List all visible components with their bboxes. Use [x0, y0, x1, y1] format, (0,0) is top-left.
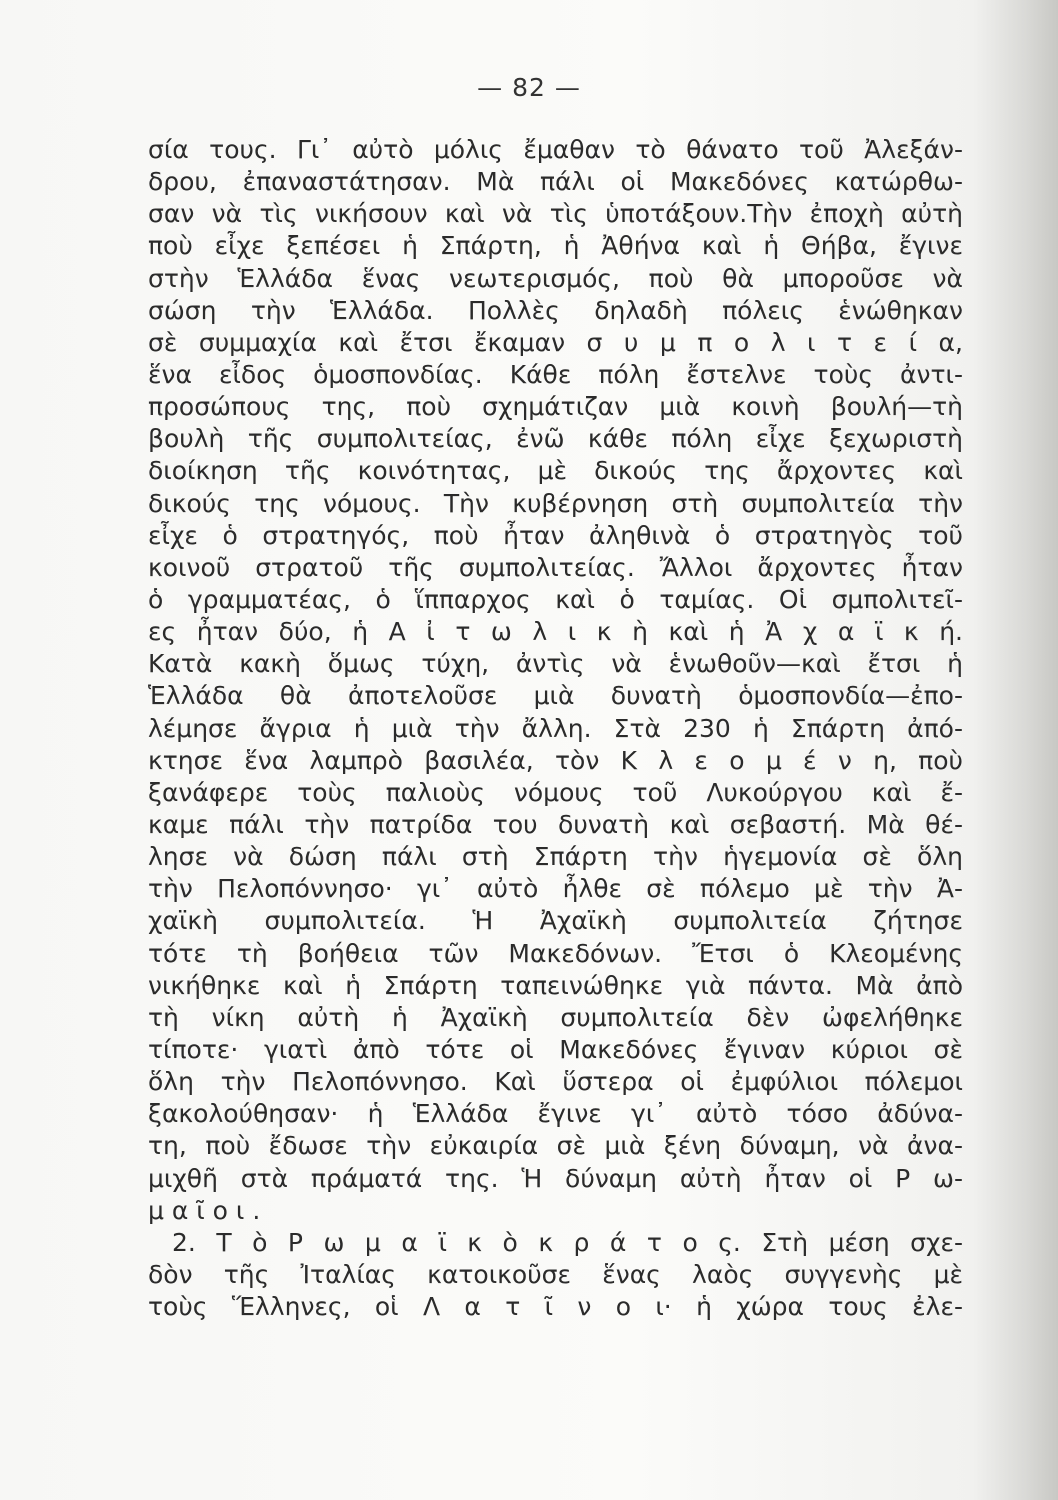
text-line: ποὺ εἶχε ξεπέσει ἡ Σπάρτη, ἡ Ἀθήνα καὶ ἡ Θήβα, ἔγινε — [148, 231, 963, 261]
text-line: νικήθηκε καὶ ἡ Σπάρτη ταπεινώθηκε γιὰ πάντα. Μὰ ἀπὸ — [148, 970, 963, 1000]
text-line: τὴ νίκη αὐτὴ ἡ Ἀχαϊκὴ συμπολιτεία δὲν ὠφελήθηκε — [148, 1002, 963, 1032]
text-line: τίποτε· γιατὶ ἀπὸ τότε οἱ Μακεδόνες ἔγιναν κύριοι σὲ — [148, 1034, 963, 1064]
text-line: σία τους. Γι᾽ αὐτὸ μόλις ἔμαθαν τὸ θάνατο τοῦ Ἀλεξάν- — [148, 135, 963, 164]
text-line: ἕνα εἶδος ὁμοσπονδίας. Κάθε πόλη ἔστελνε τοὺς ἀντι- — [148, 359, 963, 389]
text-line: σὲ συμμαχία καὶ ἔτσι ἔκαμαν σ υ μ π ο λ ι τ ε ί α, — [148, 327, 963, 357]
body-text — [148, 134, 963, 1323]
text-line: σώση τὴν Ἑλλάδα. Πολλὲς δηλαδὴ πόλεις ἑνώθηκαν — [148, 295, 963, 325]
section-heading-line: 2. Τ ὸ Ρ ω μ α ϊ κ ὸ κ ρ ά τ ο ς. Στὴ μέση σχε- — [172, 1227, 963, 1257]
text-line: χαϊκὴ συμπολιτεία. Ἡ Ἀχαϊκὴ συμπολιτεία ζήτησε — [148, 906, 963, 936]
text-line: κτησε ἕνα λαμπρὸ βασιλέα, τὸν Κ λ ε ο μ έ ν η, ποὺ — [148, 745, 963, 775]
page-number: — 82 — — [477, 73, 581, 102]
text-line: κοινοῦ στρατοῦ τῆς συμπολιτείας. Ἄλλοι ἄρχοντες ἦταν — [148, 552, 963, 582]
text-line: διοίκηση τῆς κοινότητας, μὲ δικούς της ἄρχοντες καὶ — [148, 456, 963, 486]
text-line: εἶχε ὁ στρατηγός, ποὺ ἦταν ἀληθινὰ ὁ στρατηγὸς τοῦ — [148, 520, 963, 550]
text-line: δὸν τῆς Ἰταλίας κατοικοῦσε ἕνας λαὸς συγγενὴς μὲ — [148, 1259, 963, 1289]
text-line: βουλὴ τῆς συμπολιτείας, ἐνῶ κάθε πόλη εἶχε ξεχωριστὴ — [148, 424, 963, 454]
text-line: τότε τὴ βοήθεια τῶν Μακεδόνων. Ἔτσι ὁ Κλεομένης — [148, 938, 963, 968]
text-line: Κατὰ κακὴ ὅμως τύχη, ἀντὶς νὰ ἑνωθοῦν—καὶ ἔτσι ἡ — [148, 649, 963, 679]
text-line: σαν νὰ τὶς νικήσουν καὶ νὰ τὶς ὑποτάξουν.Τὴν ἐποχὴ αὐτὴ — [148, 199, 963, 229]
text-line: δικούς της νόμους. Τὴν κυβέρνηση στὴ συμπολιτεία τὴν — [148, 488, 963, 518]
text-line: λέμησε ἄγρια ἡ μιὰ τὴν ἄλλη. Στὰ 230 ἡ Σπάρτη ἀπό- — [148, 713, 963, 743]
text-line: προσώπους της, ποὺ σχημάτιζαν μιὰ κοινὴ βουλή—τὴ — [148, 392, 963, 422]
text-line: τοὺς Ἕλληνες, οἱ Λ α τ ῖ ν ο ι· ἡ χώρα τους ἐλε- — [148, 1292, 963, 1322]
text-line: ες ἦταν δύο, ἡ Α ἰ τ ω λ ι κ ὴ καὶ ἡ Ἀ χ α ϊ κ ή. — [148, 617, 963, 647]
text-line: ὅλη τὴν Πελοπόννησο. Καὶ ὕστερα οἱ ἐμφύλιοι πόλεμοι — [148, 1067, 963, 1097]
text-line: μιχθῆ στὰ πράματά της. Ἡ δύναμη αὐτὴ ἦταν οἱ Ρ ω- — [148, 1163, 963, 1193]
text-line: μ α ῖ ο ι . — [148, 1195, 261, 1225]
text-line: Ἑλλάδα θὰ ἀποτελοῦσε μιὰ δυνατὴ ὁμοσπονδία—ἐπο- — [148, 681, 963, 711]
text-line: τὴν Πελοπόννησο· γι᾽ αὐτὸ ἦλθε σὲ πόλεμο μὲ τὴν Ἀ- — [148, 874, 963, 904]
text-line: ξακολούθησαν· ἡ Ἑλλάδα ἔγινε γι᾽ αὐτὸ τόσο ἀδύνα- — [148, 1099, 963, 1129]
text-line: λησε νὰ δώση πάλι στὴ Σπάρτη τὴν ἡγεμονία σὲ ὅλη — [148, 842, 963, 872]
text-line: τη, ποὺ ἔδωσε τὴν εὐκαιρία σὲ μιὰ ξένη δύναμη, νὰ ἀνα- — [148, 1131, 963, 1161]
text-line: ξανάφερε τοὺς παλιοὺς νόμους τοῦ Λυκούργου καὶ ἔ- — [148, 777, 963, 807]
text-line: στὴν Ἑλλάδα ἕνας νεωτερισμός, ποὺ θὰ μποροῦσε νὰ — [148, 263, 963, 293]
text-line: καμε πάλι τὴν πατρίδα του δυνατὴ καὶ σεβαστή. Μὰ θέ- — [148, 809, 963, 839]
text-line: ὁ γραμματέας, ὁ ἵππαρχος καὶ ὁ ταμίας. Οἱ σμπολιτεῖ- — [148, 584, 963, 614]
text-line: δρου, ἐπαναστάτησαν. Μὰ πάλι οἱ Μακεδόνες κατώρθω- — [148, 167, 963, 197]
